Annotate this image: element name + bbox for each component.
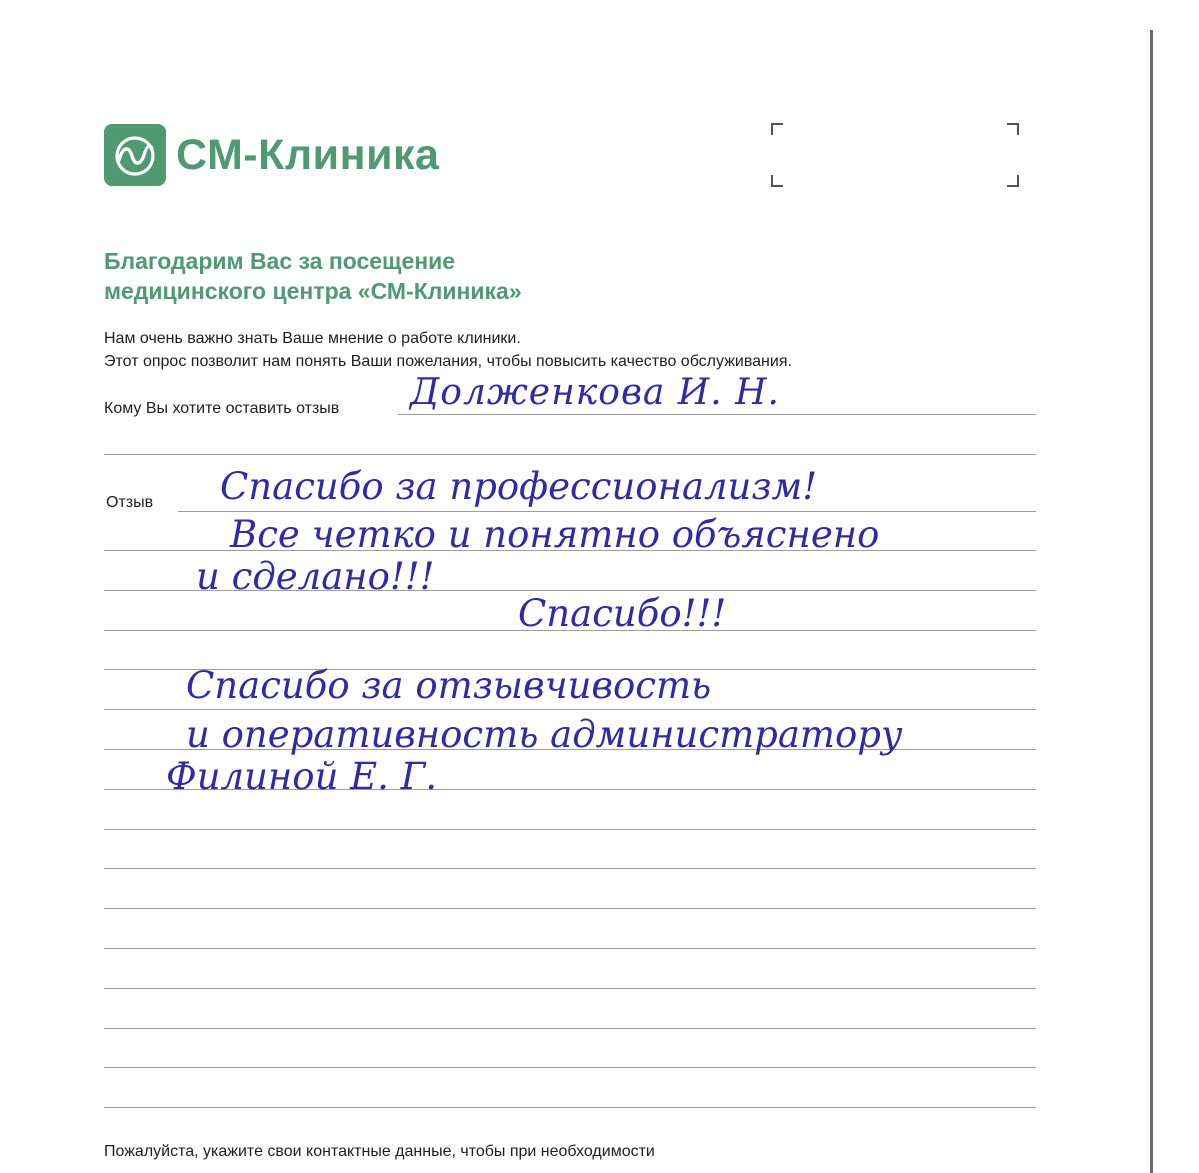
heading-line-2: медицинского центра «СМ-Клиника» bbox=[104, 278, 522, 304]
review-line[interactable] bbox=[104, 988, 1036, 989]
handwritten-review-line: Филиной Е. Г. bbox=[166, 755, 437, 798]
recipient-field-line[interactable] bbox=[398, 414, 1036, 415]
review-line[interactable] bbox=[104, 1028, 1036, 1029]
review-line[interactable] bbox=[104, 709, 1036, 710]
review-label: Отзыв bbox=[106, 494, 154, 511]
review-line[interactable] bbox=[178, 511, 1036, 512]
barcode-area-corner bbox=[771, 175, 783, 187]
intro-text bbox=[104, 327, 1004, 373]
clinic-logo-text: СМ-Клиника bbox=[176, 130, 440, 179]
heading-line-1: Благодарим Вас за посещение bbox=[104, 248, 456, 274]
handwritten-review-line: Спасибо за профессионализм! bbox=[220, 465, 818, 508]
review-line[interactable] bbox=[104, 1067, 1036, 1068]
barcode-area-corner bbox=[1007, 175, 1019, 187]
review-line[interactable] bbox=[104, 948, 1036, 949]
barcode-area-corner bbox=[771, 123, 783, 135]
scan-edge-line bbox=[1150, 30, 1153, 1173]
contact-request-text: Пожалуйста, укажите свои контактные данные, чтобы при необходимости bbox=[104, 1143, 655, 1160]
clinic-logo-icon bbox=[104, 124, 166, 186]
clinic-logo bbox=[104, 123, 439, 187]
thank-you-heading bbox=[104, 246, 804, 306]
handwritten-review-line: Все четко и понятно объяснено bbox=[230, 513, 880, 556]
handwritten-review-line: Спасибо за отзывчивость bbox=[186, 664, 712, 707]
review-line[interactable] bbox=[104, 829, 1036, 830]
review-line[interactable] bbox=[104, 908, 1036, 909]
handwritten-review-line: и оперативность администратору bbox=[186, 713, 903, 756]
barcode-area-corner bbox=[1007, 123, 1019, 135]
handwritten-review-line: и сделано!!! bbox=[196, 555, 435, 598]
handwritten-review-line: Спасибо!!! bbox=[518, 592, 727, 635]
intro-line-2: Этот опрос позволит нам понять Ваши пожелания, чтобы повысить качество обслуживания. bbox=[104, 353, 792, 370]
recipient-label: Кому Вы хотите оставить отзыв bbox=[104, 400, 340, 417]
recipient-handwritten-value: Долженкова И. Н. bbox=[410, 372, 780, 413]
review-line[interactable] bbox=[104, 454, 1036, 455]
review-line[interactable] bbox=[104, 1107, 1036, 1108]
intro-line-1: Нам очень важно знать Ваше мнение о работе клиники. bbox=[104, 330, 521, 347]
review-line[interactable] bbox=[104, 868, 1036, 869]
